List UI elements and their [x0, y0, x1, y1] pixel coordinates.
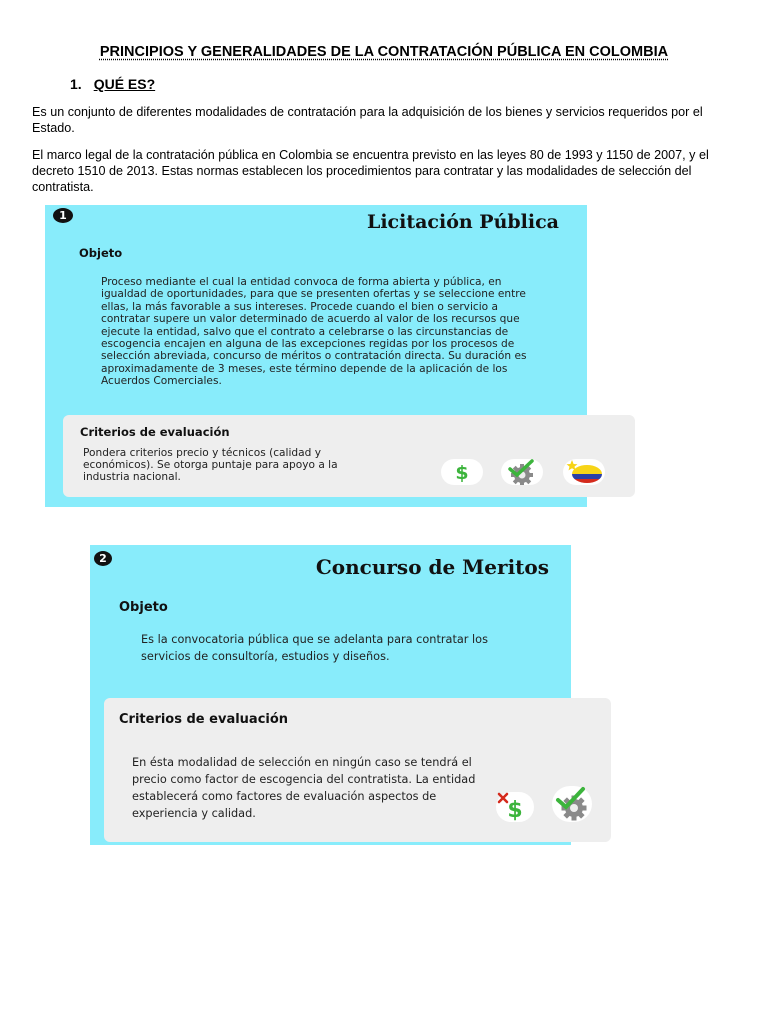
dollar-icon — [441, 459, 483, 485]
objeto-label: Objeto — [79, 246, 123, 260]
objeto-label: Objeto — [119, 600, 168, 615]
quality-gear-check-icon — [552, 786, 592, 822]
card-number-badge: 2 — [94, 551, 112, 566]
document-title: PRINCIPIOS Y GENERALIDADES DE LA CONTRATACIÓN PÚBLICA EN COLOMBIA — [99, 44, 669, 60]
criteria-box — [104, 698, 611, 842]
criteria-text: Pondera criterios precio y técnicos (calidad y económicos). Se otorga puntaje para apoyo a la industria nacional. — [83, 447, 338, 483]
intro-paragraph: Es un conjunto de diferentes modalidades de contratación para la adquisición de los bienes y servicios requeridos por el Estado. — [32, 105, 703, 135]
criteria-title: Criterios de evaluación — [80, 425, 230, 439]
no-price-dollar-icon — [496, 792, 534, 822]
objeto-text: Proceso mediante el cual la entidad convoca de forma abierta y pública, en igualdad de oportunidades, para que se presenten ofertas y se seleccione entre ellas, la más favorable a sus intereses. Procede cuando el bien o servicio a contratar supere un valor determinado de acuerdo al valor de los recursos que ejecute la entidad, salvo que el contrato a celebrarse o las circunstancias de escogencia encajen en alguna de las excepciones regidas por los procesos de selección abreviada, concurso de méritos o contratación directa. Su duración es aproximadamente de 3 meses, este término depende de la aplicación de los Acuerdos Comerciales. — [101, 276, 527, 388]
svg-text:$: $ — [455, 462, 469, 484]
section-heading — [70, 76, 155, 92]
objeto-text: Es la convocatoria pública que se adelanta para contratar los servicios de consultoría, estudios y diseños. — [141, 633, 488, 663]
legal-framework-paragraph: El marco legal de la contratación pública en Colombia se encuentra previsto en las leyes 80 de 1993 y 1150 de 2007, y el decreto 1510 de 2013. Estas normas establecen los procedimientos para contratar y las modalidades de selección del contratista. — [32, 148, 709, 194]
concurso-de-meritos-card — [90, 545, 571, 845]
criteria-text: En ésta modalidad de selección en ningún caso se tendrá el precio como factor de escogencia del contratista. La entidad establecerá como factores de evaluación aspectos de experiencia y calidad. — [132, 756, 476, 820]
criteria-box — [63, 415, 635, 497]
card-title: Licitación Pública — [366, 211, 559, 233]
svg-text:$: $ — [507, 798, 523, 822]
quality-gear-check-icon — [501, 459, 543, 485]
card-number-badge: 1 — [53, 208, 73, 223]
section-number: 1. — [70, 76, 82, 92]
criteria-title: Criterios de evaluación — [119, 712, 289, 727]
section-title: QUÉ ES? — [93, 76, 156, 92]
licitacion-publica-card — [45, 205, 587, 507]
card-title: Concurso de Meritos — [315, 555, 549, 579]
colombia-flag-icon — [563, 459, 605, 485]
